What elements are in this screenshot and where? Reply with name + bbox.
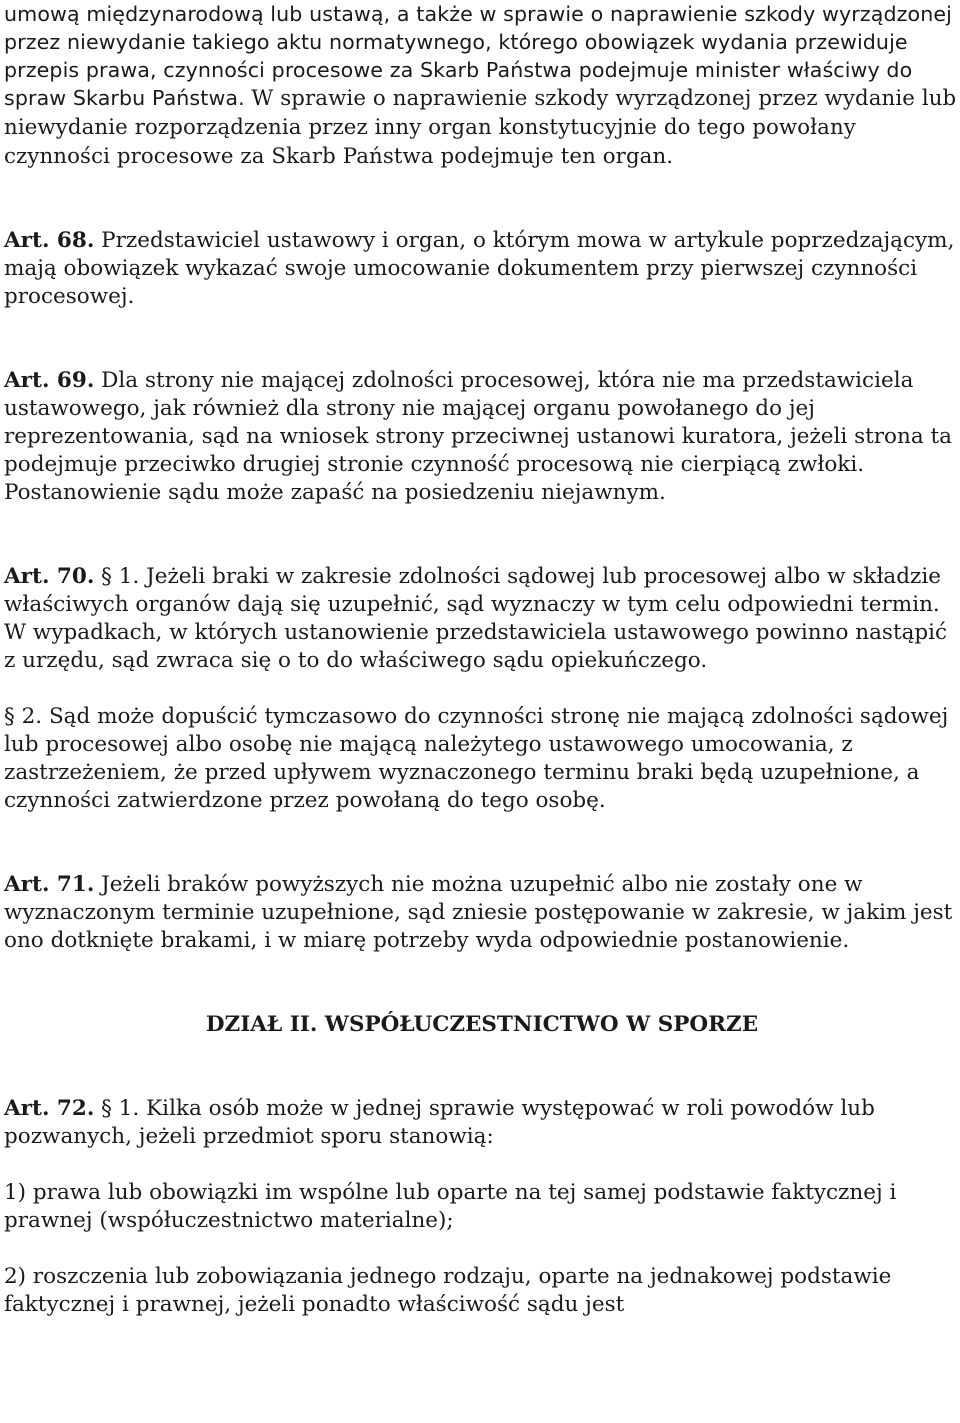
list-item: 1) prawa lub obowiązki im wspólne lub oparte na tej samej podstawie faktycznej i prawnej (współuczestnictwo materialne); (4, 1180, 897, 1233)
section-text: Kilka osób może w jednej sprawie występować w roli powodów lub pozwanych, jeżeli przedmiot sporu stanowią: (4, 1096, 875, 1149)
intro-text-part1: umową międzynarodową lub ustawą, a także w sprawie o naprawienie szkody wyrządzonej przez niewydanie takiego aktu normatywnego, którego obowiązek wydania przewiduje przepis prawa, czynności procesowe za Skarb Państwa podejmuje minister właściwy do spraw Skarbu Państwa. (4, 2, 952, 110)
article-number: Art. 70. (4, 564, 95, 589)
paragraph-symbol: § (101, 1096, 112, 1121)
article-text: Przedstawiciel ustawowy i organ, o którym mowa w artykule poprzedzającym, mają obowiązek wykazać swoje umocowanie dokumentem przy pierwszej czynności procesowej. (4, 228, 955, 309)
article-72-section-1 (4, 1095, 960, 1151)
article-number: Art. 72. (4, 1096, 95, 1121)
article-number: Art. 68. (4, 228, 95, 253)
article-number: Art. 69. (4, 368, 95, 393)
intro-text-part2: W sprawie o naprawienie szkody wyrządzonej przez wydanie lub niewydanie rozporządzenia przez inny organ konstytucyjnie do tego powołany czynności procesowe za Skarb Państwa podejmuje ten organ. (4, 86, 957, 169)
document-page (4, 0, 960, 1319)
article-70-section-1 (4, 563, 960, 675)
section-text: Jeżeli braki w zakresie zdolności sądowej lub procesowej albo w składzie właściwych organów dają się uzupełnić, sąd wyznaczy w tym celu odpowiedni termin. W wypadkach, w których ustanowienie przedstawiciela ustawowego powinno nastąpić z urzędu, sąd zwraca się o to do właściwego sądu opiekuńczego. (4, 564, 948, 673)
section-label: 1. (118, 564, 140, 589)
paragraph-symbol: § (4, 704, 15, 729)
section-text: Sąd może dopuścić tymczasowo do czynności stronę nie mającą zdolności sądowej lub procesowej albo osobę nie mającą należytego ustawowego umocowania, z zastrzeżeniem, że przed upływem wyznaczonego terminu braki będą uzupełnione, a czynności zatwierdzone przez powołaną do tego osobę. (4, 704, 949, 813)
article-68 (4, 227, 960, 311)
section-label: 2. (21, 704, 43, 729)
article-number: Art. 71. (4, 872, 95, 897)
article-69 (4, 367, 960, 507)
article-71 (4, 871, 960, 955)
article-text: Dla strony nie mającej zdolności procesowej, która nie ma przedstawiciela ustawowego, jak również dla strony nie mającej organu powołanego do jej reprezentowania, sąd na wniosek strony przeciwnej ustanowi kuratora, jeżeli strona ta podejmuje przeciwko drugiej stronie czynność procesową nie cierpiącą zwłoki. Postanowienie sądu może zapaść na posiedzeniu niejawnym. (4, 368, 952, 505)
section-heading: DZIAŁ II. WSPÓŁUCZESTNICTWO W SPORZE (205, 1012, 759, 1037)
list-item: 2) roszczenia lub zobowiązania jednego rodzaju, oparte na jednakowej podstawie faktycznej i prawnej, jeżeli ponadto właściwość sądu jest (4, 1264, 892, 1317)
article-text: Jeżeli braków powyższych nie można uzupełnić albo nie zostały one w wyznaczonym terminie uzupełnione, sąd zniesie postępowanie w zakresie, w jakim jest ono dotknięte brakami, i w miarę potrzeby wyda odpowiednie postanowienie. (4, 872, 953, 953)
paragraph-symbol: § (101, 564, 112, 589)
intro-paragraph (4, 0, 960, 171)
article-70-section-2 (4, 703, 960, 815)
section-label: 1. (118, 1096, 140, 1121)
